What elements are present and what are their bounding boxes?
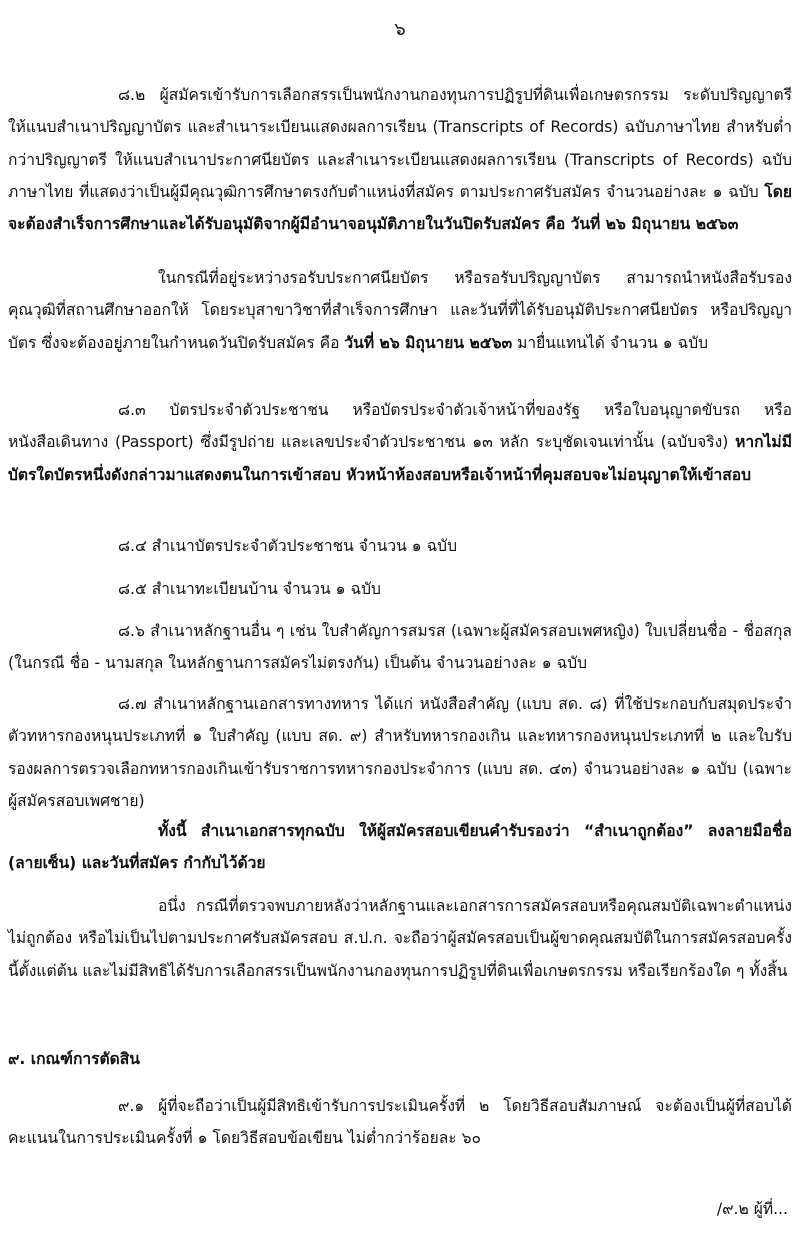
paragraph-8-2-pending-text: ในกรณีที่อยู่ระหว่างรอรับประกาศนียบัตร หรือรอรับปริญญาบัตร สามารถนำหนังสือรับรองคุณวุฒิที่สถานศึกษาออกให้ โดยระบุสาขาวิชาที่สำเร็จการศึกษา และวันที่ที่ได้รับอนุมัติประกาศนียบัตร หรือปริญญาบัตร ซึ่งจะต้องอยู่ภายในกำหนดวันปิดรับสมัคร คือ: [8, 269, 792, 352]
section-9-heading: ๙. เกณฑ์การตัดสิน: [8, 1050, 140, 1068]
paragraph-8-2-text: ๘.๒ ผู้สมัครเข้ารับการเลือกสรรเป็นพนักงานกองทุนการปฏิรูปที่ดินเพื่อเกษตรกรรม ระดับปริญญาตรี ให้แนบสำเนาปริญญาบัตร และสำเนาระเบียนแสดงผลการเรียน (Transcripts of Records) ฉบับภาษาไทย สำหรับต่ำกว่าปริญญาตรี ให้แนบสำเนาประกาศนียบัตร และสำเนาระเบียนแสดงผลการเรียน (Transcripts of Records) ฉบับภาษาไทย ที่แสดงว่าเป็นผู้มีคุณวุฒิการศึกษาตรงกับตำแหน่งที่สมัคร ตามประกาศรับสมัคร จำนวนอย่างละ ๑ ฉบับ: [8, 86, 792, 201]
paragraph-8-3: [8, 394, 792, 491]
paragraph-8-3-bold: หากไม่มีบัตรใดบัตรหนึ่งดังกล่าวมาแสดงตนในการเข้าสอบ หัวหน้าห้องสอบหรือเจ้าหน้าที่คุมสอบจะไม่อนุญาตให้เข้าสอบ: [8, 433, 792, 484]
paragraph-copy-certification: ทั้งนี้ สำเนาเอกสารทุกฉบับ ให้ผู้สมัครสอบเขียนคำรับรองว่า “สำเนาถูกต้อง” ลงลายมือชื่อ (ลายเซ็น) และวันที่สมัคร กำกับไว้ด้วย: [8, 822, 792, 873]
paragraph-8-4: ๘.๔ สำเนาบัตรประจำตัวประชาชน จำนวน ๑ ฉบับ: [118, 537, 457, 555]
paragraph-8-3-text: ๘.๓ บัตรประจำตัวประชาชน หรือบัตรประจำตัวเจ้าหน้าที่ของรัฐ หรือใบอนุญาตขับรถ หรือหนังสือเดินทาง (Passport) ซึ่งมีรูปถ่าย และเลขประจำตัวประชาชน ๑๓ หลัก ระบุชัดเจนเท่านั้น (ฉบับจริง): [8, 401, 792, 452]
paragraph-8-5: ๘.๕ สำเนาทะเบียนบ้าน จำนวน ๑ ฉบับ: [118, 580, 381, 598]
paragraph-8-2-pending-bold: วันที่ ๒๖ มิถุนายน ๒๕๖๓: [344, 333, 513, 352]
paragraph-8-6: ๘.๖ สำเนาหลักฐานอื่น ๆ เช่น ใบสำคัญการสมรส (เฉพาะผู้สมัครสอบเพศหญิง) ใบเปลี่ยนชื่อ - ชื่อสกุล (ในกรณี ชื่อ - นามสกุล ในหลักฐานการสมัครไม่ตรงกัน) เป็นต้น จำนวนอย่างละ ๑ ฉบับ: [8, 622, 792, 673]
paragraph-8-2-bold: โดยจะต้องสำเร็จการศึกษาและได้รับอนุมัติจากผู้มีอำนาจอนุมัติภายในวันปิดรับสมัคร คือ วันที่ ๒๖ มิถุนายน ๒๕๖๓: [8, 182, 792, 234]
paragraph-disqualification: อนึ่ง กรณีที่ตรวจพบภายหลังว่าหลักฐานและเอกสารการสมัครสอบหรือคุณสมบัติเฉพาะตำแหน่งไม่ถูกต้อง หรือไม่เป็นไปตามประกาศรับสมัครสอบ ส.ป.ก. จะถือว่าผู้สมัครสอบเป็นผู้ขาดคุณสมบัติในการสมัครสอบครั้งนี้ตั้งแต่ต้น และไม่มีสิทธิได้รับการเลือกสรรเป็นพนักงานกองทุนการปฏิรูปที่ดินเพื่อเกษตรกรรม หรือเรียกร้องใด ๆ ทั้งสิ้น: [8, 897, 792, 980]
page-number: ๖: [394, 19, 406, 40]
paragraph-9-1: ๙.๑ ผู้ที่จะถือว่าเป็นผู้มีสิทธิเข้ารับการประเมินครั้งที่ ๒ โดยวิธีสอบสัมภาษณ์ จะต้องเป็นผู้ที่สอบได้คะแนนในการประเมินครั้งที่ ๑ โดยวิธีสอบข้อเขียน ไม่ต่ำกว่าร้อยละ ๖๐: [8, 1097, 792, 1148]
paragraph-8-2-pending: [8, 262, 792, 359]
paragraph-8-7: ๘.๗ สำเนาหลักฐานเอกสารทางทหาร ได้แก่ หนังสือสำคัญ (แบบ สด. ๘) ที่ใช้ประกอบกับสมุดประจำตัวทหารกองหนุนประเภทที่ ๑ ใบสำคัญ (แบบ สด. ๙) สำหรับทหารกองเกิน และทหารกองหนุนประเภทที่ ๒ และใบรับรองผลการตรวจเลือกทหารกองเกินเข้ารับราชการทหารกองประจำการ (แบบ สด. ๔๓) จำนวนอย่างละ ๑ ฉบับ (เฉพาะผู้สมัครสอบเพศชาย): [8, 695, 792, 810]
continuation-marker: /๙.๒ ผู้ที่...: [716, 1200, 788, 1218]
paragraph-8-2: [8, 79, 792, 240]
paragraph-8-2-pending-tail: มายื่นแทนได้ จำนวน ๑ ฉบับ: [512, 333, 709, 352]
